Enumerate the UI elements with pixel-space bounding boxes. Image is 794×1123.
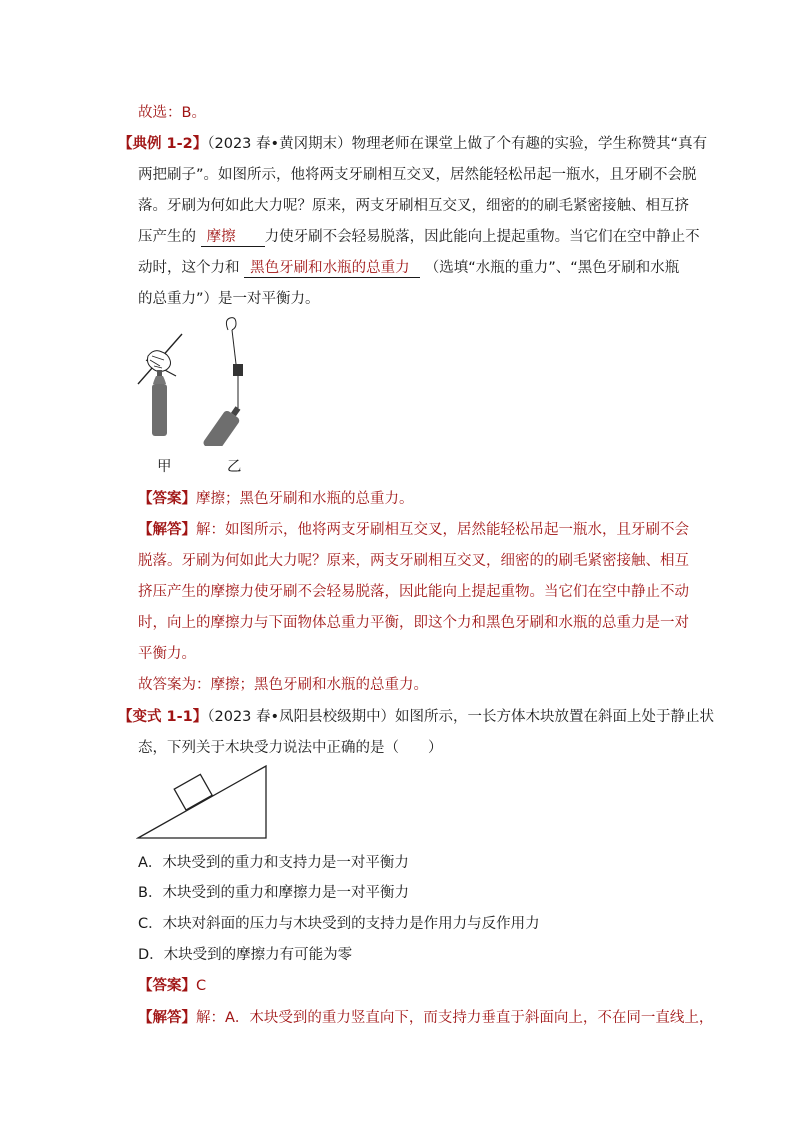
option-a: A．木块受到的重力和支持力是一对平衡力 [138, 855, 409, 871]
incline-figure [136, 762, 272, 842]
text-segment: 动时，这个力和 [138, 260, 240, 276]
answer-text: C [196, 978, 207, 994]
variant-1-1-line-1 [118, 707, 714, 727]
variant-solution-line-1 [138, 1008, 713, 1028]
solution-line-1 [138, 520, 689, 540]
option-b: B．木块受到的重力和摩擦力是一对平衡力 [138, 885, 409, 901]
variant-text: （2023 春•凤阳县校级期中）如图所示，一长方体木块放置在斜面上处于静止状 [207, 709, 715, 725]
solution-text: 解：A．木块受到的重力竖直向下，而支持力垂直于斜面向上，不在同一直线上， [196, 1010, 714, 1026]
text-segment: （选填“水瓶的重力”、“黑色牙刷和水瓶 [424, 260, 680, 276]
solution-line-2: 脱落。牙刷为何如此大力呢？原来，两支牙刷相互交叉，细密的的刷毛紧密接触、相互 [138, 553, 689, 569]
example-1-2-line-3: 落。牙刷为何如此大力呢？原来，两支牙刷相互交叉，细密的的刷毛紧密接触、相互挤 [138, 198, 689, 214]
bottle-neck [153, 376, 166, 384]
example-1-2-line-1 [118, 134, 707, 154]
solution-line-3: 挤压产生的摩擦力使牙刷不会轻易脱落，因此能向上提起重物。当它们在空中静止不动 [138, 584, 689, 600]
variant-tag: 【变式 1-1】 [118, 709, 208, 725]
example-1-2-line-6: 的总重力”）是一对平衡力。 [138, 291, 320, 307]
answer-tag: 【答案】 [138, 491, 196, 507]
prev-answer: 故选：B。 [138, 105, 206, 121]
example-1-2-line-4 [138, 227, 700, 247]
example-tag: 【典例 1-2】 [118, 136, 208, 152]
solution-line-5: 平衡力。 [138, 646, 196, 662]
bottle-cap [157, 370, 162, 376]
example-text: （2023 春•黄冈期末）物理老师在课堂上做了个有趣的实验，学生称赞其“真有 [207, 136, 708, 152]
toothbrush-bottle-figure [132, 316, 272, 446]
figure-label-jia: 甲 [157, 459, 172, 475]
text-segment: 压产生的 [138, 229, 196, 245]
variant-1-1-line-2: 态，下列关于木块受力说法中正确的是（ ） [138, 740, 443, 756]
example-1-2-line-5 [138, 258, 679, 278]
example-1-2-line-2: 两把刷子”。如图所示，他将两支牙刷相互交叉，居然能轻松吊起一瓶水，且牙刷不会脱 [138, 167, 697, 183]
answer-blank-2: 黑色牙刷和水瓶的总重力 [244, 259, 420, 278]
option-c: C．木块对斜面的压力与木块受到的支持力是作用力与反作用力 [138, 916, 540, 932]
answer-tag: 【答案】 [138, 978, 196, 994]
figure-jia [138, 334, 182, 436]
text-segment: 力使牙刷不会轻易脱落，因此能向上提起重物。当它们在空中静止不 [264, 229, 700, 245]
string-line [232, 330, 236, 364]
hand-icon [226, 318, 236, 330]
wooden-block [174, 774, 212, 810]
variant-answer-line [138, 976, 206, 996]
answer-text: 摩擦；黑色牙刷和水瓶的总重力。 [196, 491, 414, 507]
bottle-body [152, 384, 167, 436]
solution-line-4: 时，向上的摩擦力与下面物体总重力平衡，即这个力和黑色牙刷和水瓶的总重力是一对 [138, 615, 689, 631]
answer-line [138, 489, 414, 509]
black-toothbrush [233, 364, 243, 376]
figure-label-yi: 乙 [227, 459, 242, 475]
answer-blank-1: 摩擦 [201, 228, 265, 247]
option-d: D．木块受到的摩擦力有可能为零 [138, 947, 353, 963]
solution-tag: 【解答】 [138, 1010, 196, 1026]
solution-line-6: 故答案为：摩擦；黑色牙刷和水瓶的总重力。 [138, 677, 428, 693]
solution-tag: 【解答】 [138, 522, 196, 538]
solution-text: 解：如图所示，他将两支牙刷相互交叉，居然能轻松吊起一瓶水，且牙刷不会 [196, 522, 689, 538]
figure-yi [202, 318, 245, 446]
